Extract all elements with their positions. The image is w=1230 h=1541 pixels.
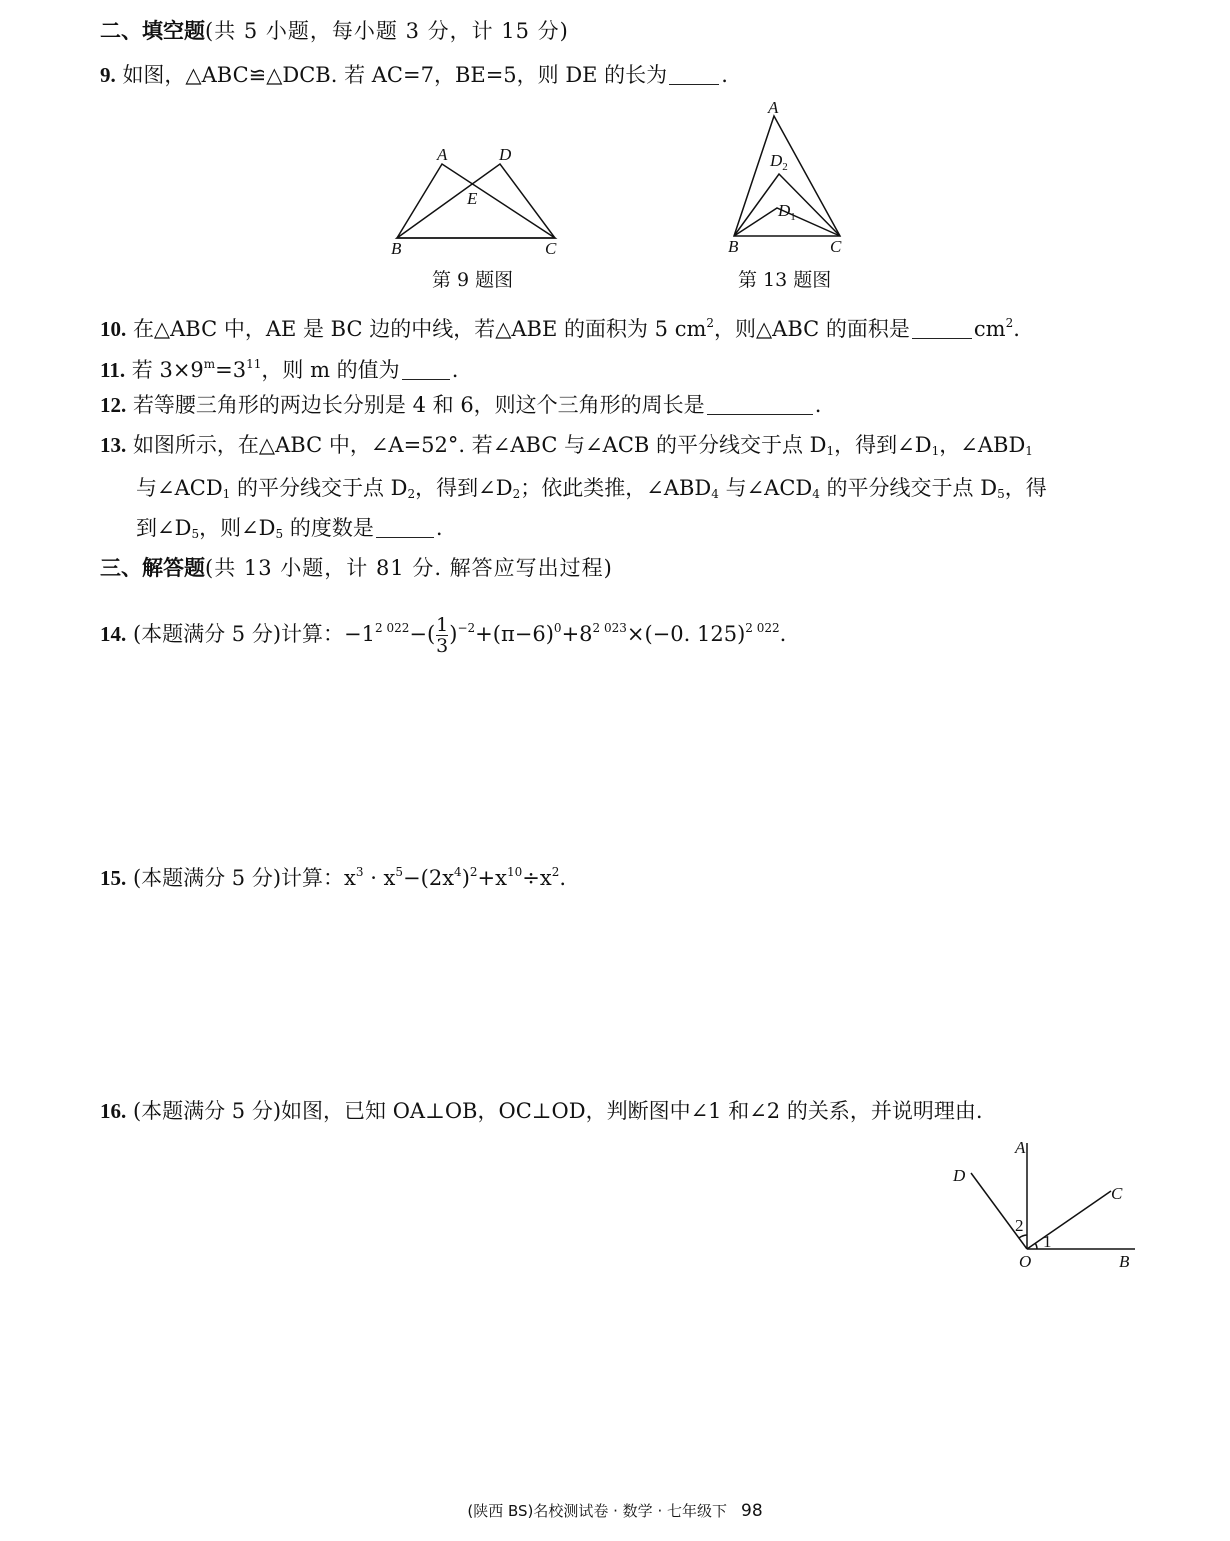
question-text: 若等腰三角形的两边长分别是 4 和 6，则这个三角形的周长是	[132, 393, 705, 417]
question-text-cont: ，则 m 的值为	[261, 358, 400, 382]
question-number: 10.	[100, 317, 127, 341]
question-9	[100, 60, 728, 90]
label-a: A	[1015, 1138, 1026, 1157]
section-3-title: 三、解答题	[100, 556, 205, 580]
figure-9	[385, 140, 565, 260]
superscript: 2	[1005, 316, 1014, 330]
subscript: 5	[191, 527, 200, 541]
figure-13	[722, 96, 872, 262]
question-text: 如图所示，在△ABC 中，∠A=52°. 若∠ABC 与∠ACB 的平分线交于点 D	[132, 433, 827, 457]
denominator: 3	[436, 635, 449, 657]
label-d2: $D_2$	[770, 151, 788, 173]
exponent: 2 022	[375, 621, 410, 635]
label-b: B	[391, 239, 402, 258]
question-text: 若 3×9	[131, 358, 204, 382]
exponent: −2	[457, 621, 476, 635]
question-text-cont: 到∠D	[136, 516, 192, 540]
ray-od	[971, 1173, 1027, 1249]
math-term: −(	[409, 622, 436, 646]
section-3-note: (共 13 小题，计 81 分. 解答应写出过程)	[205, 556, 613, 580]
subscript: 5	[275, 527, 284, 541]
math-term: +x	[477, 866, 507, 890]
superscript: 2	[706, 316, 715, 330]
question-text-cont: 的度数是	[283, 516, 374, 540]
unit: cm	[973, 317, 1006, 341]
label-b: B	[1119, 1252, 1130, 1271]
question-text: 在△ABC 中，AE 是 BC 边的中线，若△ABE 的面积为 5 cm	[132, 317, 707, 341]
question-number: 11.	[100, 358, 126, 382]
subscript: 1	[1025, 444, 1033, 458]
subscript: 1	[222, 487, 231, 501]
page-footer	[0, 1500, 1230, 1521]
label-a: A	[768, 98, 779, 117]
exponent: 2 023	[592, 621, 627, 635]
question-text: (本题满分 5 分)如图，已知 OA⊥OB，OC⊥OD，判断图中∠1 和∠2 的关系，并说明理由.	[132, 1099, 983, 1123]
arc-angle-2	[1019, 1235, 1027, 1238]
period: .	[435, 516, 443, 540]
ray-oc	[1027, 1191, 1111, 1249]
answer-blank[interactable]	[707, 394, 813, 415]
subscript: 5	[997, 487, 1005, 501]
math-term: +8	[561, 622, 593, 646]
period: .	[559, 866, 567, 890]
exponent: 0	[553, 621, 562, 635]
question-12	[100, 390, 821, 420]
answer-blank[interactable]	[669, 64, 719, 85]
question-number: 9.	[100, 63, 116, 87]
label-d: D	[499, 145, 512, 164]
section-3-header	[100, 553, 613, 583]
question-text-cont: 的平分线交于点 D	[819, 476, 998, 500]
question-text-cont: ，得到∠D	[415, 476, 513, 500]
question-10	[100, 308, 1020, 344]
question-number: 16.	[100, 1099, 127, 1123]
exponent: 4	[454, 865, 462, 879]
subscript: 4	[711, 487, 719, 501]
label-c: C	[830, 237, 842, 256]
math-term: )	[461, 866, 470, 890]
question-11	[100, 349, 458, 385]
answer-blank[interactable]	[402, 359, 450, 380]
exponent: 5	[395, 865, 404, 879]
question-number: 13.	[100, 433, 127, 457]
figure-16	[945, 1135, 1145, 1275]
period: .	[814, 393, 822, 417]
math-term: ÷x	[522, 866, 552, 890]
subscript: 1	[931, 444, 940, 458]
fraction	[436, 615, 448, 656]
question-number: 14.	[100, 622, 127, 646]
label-e: E	[467, 189, 478, 208]
exponent: 2	[469, 865, 478, 879]
label-angle-2: 2	[1015, 1216, 1024, 1235]
math-term: −1	[344, 622, 376, 646]
math-term: · x	[363, 866, 396, 890]
label-a: A	[437, 145, 448, 164]
footer-text: (陕西 BS)名校测试卷 · 数学 · 七年级下	[467, 1502, 727, 1520]
label-d: D	[953, 1166, 966, 1185]
question-text-cont: 与∠ACD	[136, 476, 223, 500]
label-c: C	[545, 239, 557, 258]
exponent: 2 022	[745, 621, 780, 635]
question-text-cont: ；依此类推，∠ABD	[520, 476, 712, 500]
question-14	[100, 608, 786, 656]
period: .	[721, 63, 728, 87]
question-text-cont: ，则△ABC 的面积是	[714, 317, 910, 341]
arc-angle-1	[1035, 1243, 1037, 1249]
question-13-line-3	[136, 513, 443, 549]
subscript: 4	[812, 487, 820, 501]
figure-13-caption: 第 13 题图	[738, 269, 832, 291]
page-number: 98	[741, 1501, 763, 1521]
question-13-line-2	[136, 473, 1047, 509]
label-angle-1: 1	[1043, 1232, 1052, 1251]
period: .	[779, 622, 787, 646]
numerator: 1	[436, 614, 449, 636]
question-text-cont: ，得	[1004, 476, 1047, 500]
question-text-cont: ，∠ABD	[939, 433, 1026, 457]
question-15	[100, 857, 566, 893]
question-number: 12.	[100, 393, 127, 417]
math-term: +(π−6)	[475, 622, 554, 646]
question-text: (本题满分 5 分)计算：	[132, 866, 345, 890]
exponent: 3	[355, 865, 364, 879]
question-text-cont: =3	[215, 358, 247, 382]
label-d1: $D_1$	[778, 201, 796, 223]
subscript: 2	[512, 487, 521, 501]
period: .	[451, 358, 459, 382]
section-2-header	[100, 16, 569, 46]
figure-9-caption: 第 9 题图	[432, 269, 514, 291]
math-term: −(2x	[403, 866, 455, 890]
label-o: O	[1019, 1252, 1032, 1271]
question-text: (本题满分 5 分)计算：	[132, 622, 345, 646]
answer-blank[interactable]	[912, 318, 972, 339]
section-2-title: 二、填空题	[100, 19, 205, 43]
subscript: 2	[407, 487, 416, 501]
exponent: 10	[506, 865, 523, 879]
math-term: ×(−0. 125)	[626, 622, 746, 646]
answer-blank[interactable]	[376, 517, 434, 538]
period: .	[1013, 317, 1020, 341]
math-term: x	[344, 866, 356, 890]
question-text-cont: 与∠ACD	[718, 476, 813, 500]
question-13	[100, 430, 1033, 466]
question-text-cont: ，则∠D	[199, 516, 276, 540]
question-text-cont: 的平分线交于点 D	[230, 476, 408, 500]
label-c: C	[1111, 1184, 1123, 1203]
superscript: 11	[246, 357, 262, 371]
superscript: m	[203, 357, 216, 371]
question-text-cont: ，得到∠D	[834, 433, 932, 457]
question-number: 15.	[100, 866, 127, 890]
question-16	[100, 1096, 983, 1126]
section-2-note: (共 5 小题，每小题 3 分，计 15 分)	[205, 19, 569, 43]
subscript: 1	[826, 444, 835, 458]
label-b: B	[728, 237, 739, 256]
math-term: )	[449, 622, 458, 646]
question-text: 如图，△ABC≌△DCB. 若 AC=7，BE=5，则 DE 的长为	[122, 63, 668, 87]
exponent: 2	[551, 865, 560, 879]
